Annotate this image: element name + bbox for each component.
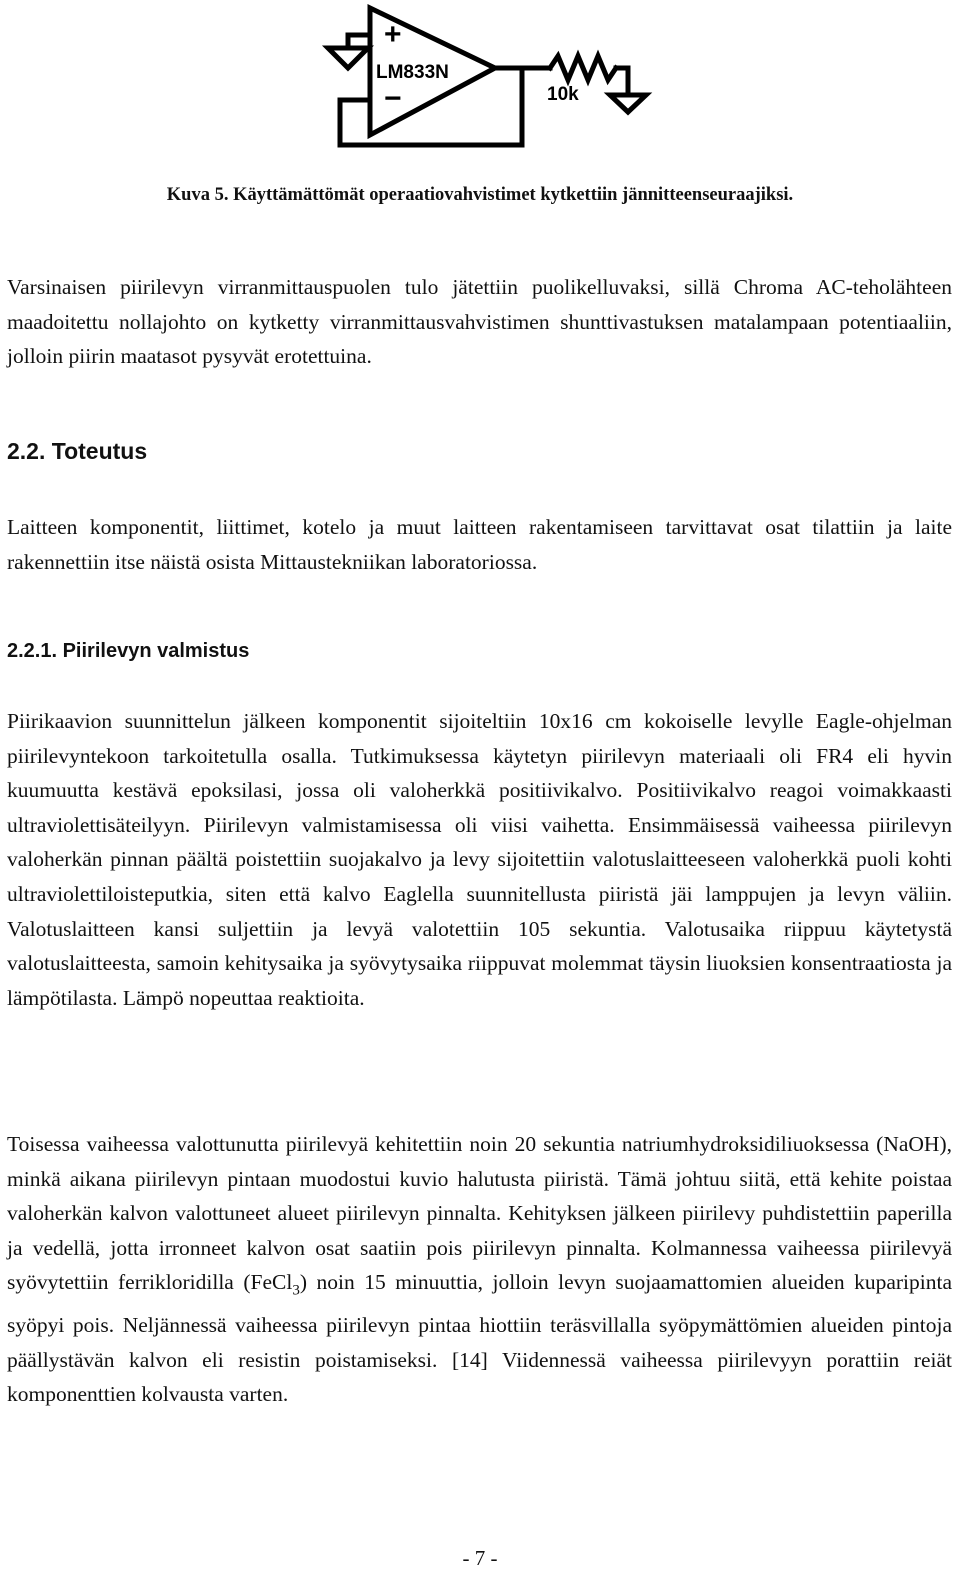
heading-piirilevyn-valmistus: 2.2.1. Piirilevyn valmistus bbox=[7, 640, 250, 662]
paragraph-valmistus-2 bbox=[7, 1127, 952, 1412]
ground-symbol-right bbox=[610, 95, 646, 112]
paragraph-valmistus-2-part-b: ) noin 15 minuuttia, jolloin levyn suojaamattomien alueiden kuparipinta syöpyi pois. Neljännessä vaiheessa piirilevyn pintaa hiottiin teräsvillalla syöpymättömien alueiden pintoja päällystävän kalvon eli resistin poistamiseksi. [14] Viidennessä vaiheessa piirilevyyn porattiin reiät komponenttien kolvausta varten. bbox=[7, 1270, 952, 1407]
resistor-symbol bbox=[550, 56, 616, 80]
opamp-follower-figure bbox=[300, 0, 660, 150]
paragraph-intro: Varsinaisen piirilevyn virranmittauspuolen tulo jätettiin puolikelluvaksi, sillä Chroma AC-teholähteen maadoitettu nollajohto on kytketty virranmittausvahvistimen shunttivastuksen matalampaan potentiaaliin, jolloin piirin maatasot pysyvät erotettuina. bbox=[7, 275, 952, 369]
figure-caption: Kuva 5. Käyttämättömät operaatiovahvistimet kytkettiin jännitteenseuraajiksi. bbox=[166, 185, 794, 205]
fecl3-subscript: 3 bbox=[292, 1282, 300, 1299]
opamp-label: LM833N bbox=[376, 62, 449, 83]
ground-symbol-left bbox=[328, 48, 368, 68]
heading-toteutus: 2.2. Toteutus bbox=[7, 438, 148, 464]
minus-sign: − bbox=[384, 82, 402, 115]
resistor-label: 10k bbox=[547, 84, 579, 105]
paragraph-valmistus-1: Piirikaavion suunnittelun jälkeen komponentit sijoiteltiin 10x16 cm kokoiselle levylle Eagle-ohjelman piirilevyntekoon tarkoitetulla osalla. Tutkimuksessa käytetyn piirilevyn materiaali oli FR4 eli hyvin kuumuutta kestävä epoksilasi, jossa oli valoherkkä positiivikalvo. Positiivikalvo reagoi voimakkaasti ultraviolettisäteilyyn. Piirilevyn valmistamisessa oli viisi vaihetta. Ensimmäisessä vaiheessa piirilevyn valoherkän pinnan päältä poistettiin suojakalvo ja levy sijoitettiin valotuslaitteeseen valoherkkä puoli kohti ultraviolettiloisteputkia, siten että kalvo Eaglella suunnitellusta piiristä jäi lamppujen ja levyn väliin. Valotuslaitteen kansi suljettiin ja levyä valotettiin 105 sekuntia. Valotusaika riippuu käytetystä valotuslaitteesta, samoin kehitysaika ja syövytysaika riippuvat molemmat täysin liuoksien konsentraatiosta ja lämpötilasta. Lämpö nopeuttaa reaktioita. bbox=[7, 709, 952, 1010]
opamp-schematic bbox=[300, 0, 660, 150]
paragraph-toteutus: Laitteen komponentit, liittimet, kotelo ja muut laitteen rakentamiseen tarvittavat osat tilattiin ja laite rakennettiin itse näistä osista Mittaustekniikan laboratoriossa. bbox=[7, 515, 952, 574]
paragraph-valmistus-2-part-a: Toisessa vaiheessa valottunutta piirilevyä kehitettiin noin 20 sekuntia natriumhydroksidiliuoksessa (NaOH), minkä aikana piirilevyn pintaan muodostui kuvio halutusta piiristä. Tämä johtuu siitä, että kehite poistaa valoherkän kalvon valottuneet alueet piirilevyn pinnalta. Kehityksen jälkeen piirilevy puhdistettiin paperilla ja vedellä, jotta irronneet kalvon osat saatiin pois piirilevyn pinnalta. Kolmannessa vaiheessa piirilevyä syövytettiin ferrikloridilla (FeCl bbox=[7, 1132, 952, 1295]
plus-sign: + bbox=[384, 18, 402, 51]
page-number: - 7 - bbox=[462, 1546, 498, 1570]
